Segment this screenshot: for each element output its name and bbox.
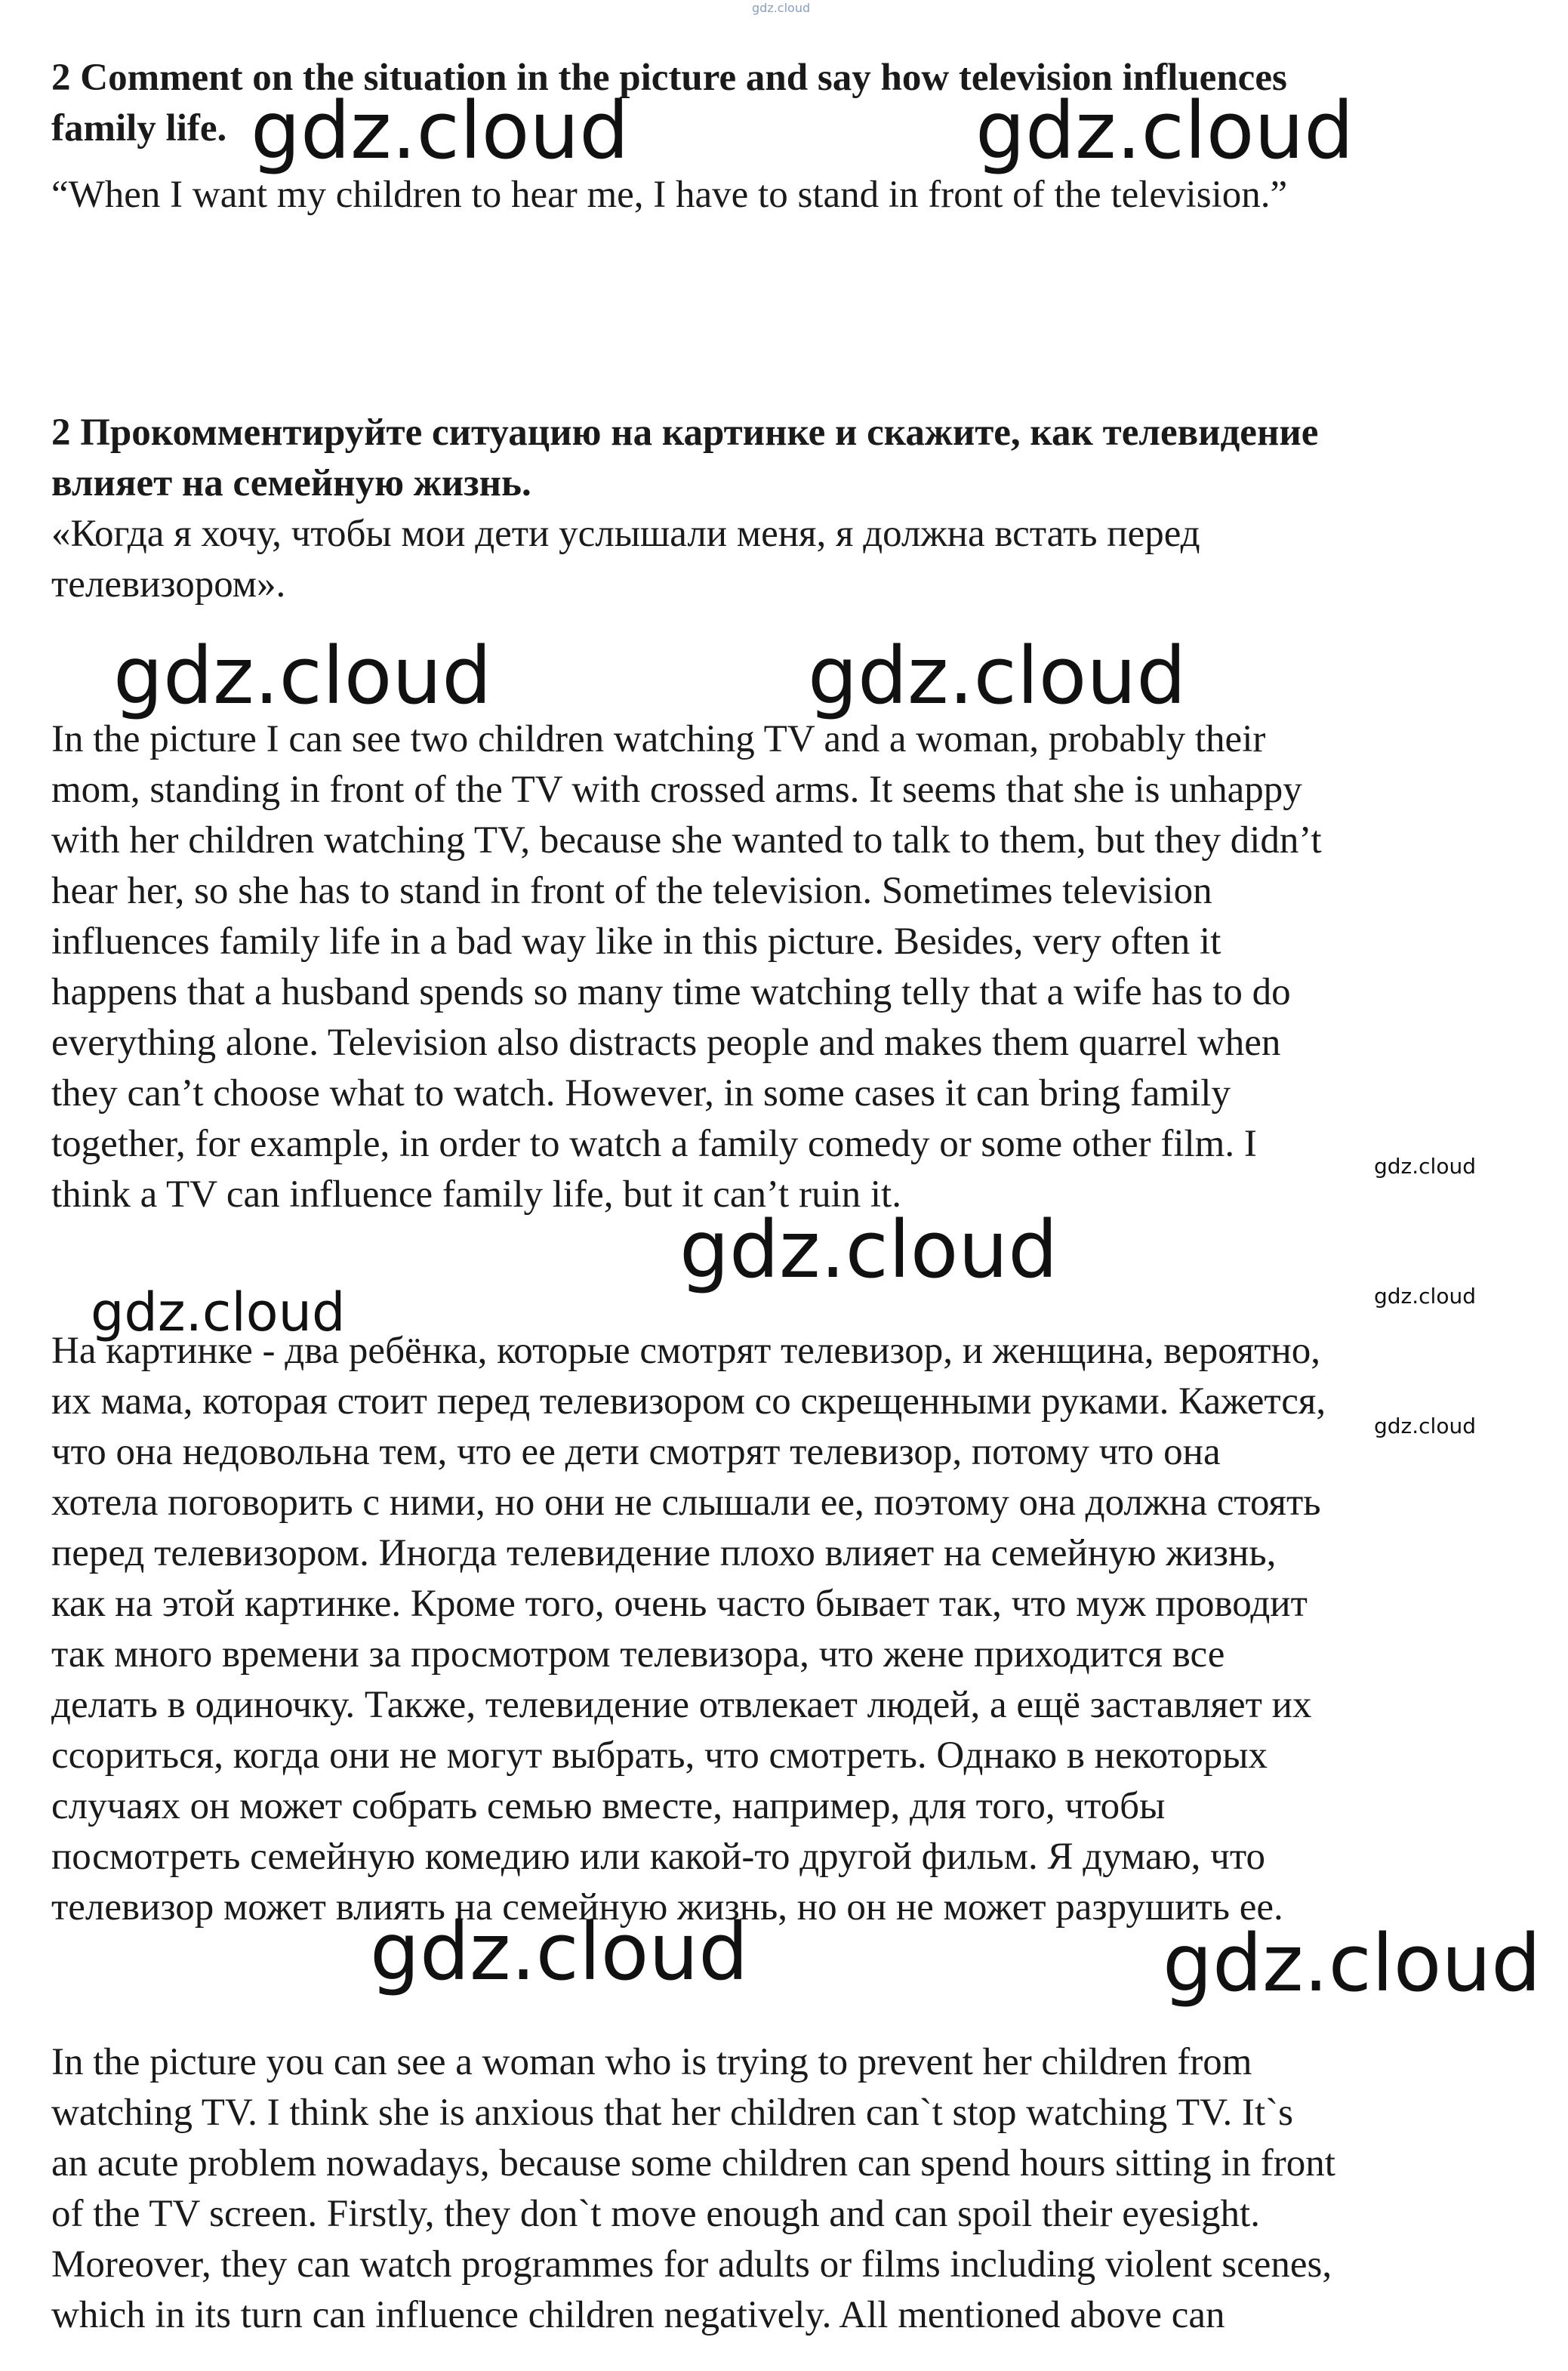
watermark-7: gdz.cloud <box>370 1906 749 1998</box>
watermark-4: gdz.cloud <box>808 630 1187 722</box>
task-quote-en: “When I want my children to hear me, I have to stand in front of the television.” <box>51 174 1288 216</box>
answer-1-en: In the picture I can see two children watching TV and a woman, probably their mom, standing in front of the TV with crossed arms. It seems that she is unhappy with her children watching TV, because she wanted to talk to them, but they didn’t hear her, so she has to stand in front of the television. Sometimes television influences family life in a bad way like in this picture. Besides, very often it happens that a husband spends so many time watching telly that a wife has to do everything alone. Television also distracts people and makes them quarrel when they can’t choose what to watch. However, in some cases it can bring family together, for example, in order to watch a family comedy or some other film. I think a TV can influence family life, but it can’t ruin it. <box>51 718 1322 1216</box>
answer-2-en: In the picture you can see a woman who is trying to prevent her children from watching TV. I think she is anxious that her children can`t stop watching TV. It`s an acute problem nowadays, because some children can spend hours sitting in front of the TV screen. Firstly, they don`t move enough and can spoil their eyesight. Moreover, they can watch programmes for adults or films including violent scenes, which in its turn can influence children negatively. All mentioned above can <box>51 2041 1335 2336</box>
task-heading-ru: 2 Прокомментируйте ситуацию на картинке и скажите, как телевидение влияет на семейную жизнь. <box>51 412 1319 504</box>
watermark-1: gdz.cloud <box>251 85 630 177</box>
watermark-5: gdz.cloud <box>679 1204 1058 1296</box>
task-quote-ru: «Когда я хочу, чтобы мои дети услышали меня, я должна встать перед телевизором». <box>51 513 1200 606</box>
watermark-top-tiny: gdz.cloud <box>752 1 811 15</box>
watermark-small-3: gdz.cloud <box>1374 1414 1476 1438</box>
watermark-small-1: gdz.cloud <box>1374 1154 1476 1179</box>
answer-1-ru: На картинке - два ребёнка, которые смотрят телевизор, и женщина, вероятно, их мама, которая стоит перед телевизором со скрещенными руками. Кажется, что она недовольна тем, что ее дети смотрят телевизор, потому что она хотела поговорить с ними, но они не слышали ее, поэтому она должна стоять перед телевизором. Иногда телевидение плохо влияет на семейную жизнь, как на этой картинке. Кроме того, очень часто бывает так, что муж проводит так много времени за просмотром телевизора, что жене приходится все делать в одиночку. Также, телевидение отвлекает людей, а ещё заставляет их ссориться, когда они не могут выбрать, что смотреть. Однако в некоторых случаях он может собрать семью вместе, например, для того, чтобы посмотреть семейную комедию или какой-то другой фильм. Я думаю, что телевизор может влиять на семейную жизнь, но он не может разрушить ее. <box>51 1330 1326 1929</box>
watermark-3: gdz.cloud <box>113 630 492 722</box>
watermark-8: gdz.cloud <box>1163 1917 1542 2009</box>
watermark-small-2: gdz.cloud <box>1374 1284 1476 1309</box>
task-heading-en: 2 Comment on the situation in the picture and say how television influences family life. <box>51 57 1287 150</box>
watermark-6: gdz.cloud <box>91 1281 346 1343</box>
watermark-2: gdz.cloud <box>975 85 1354 177</box>
